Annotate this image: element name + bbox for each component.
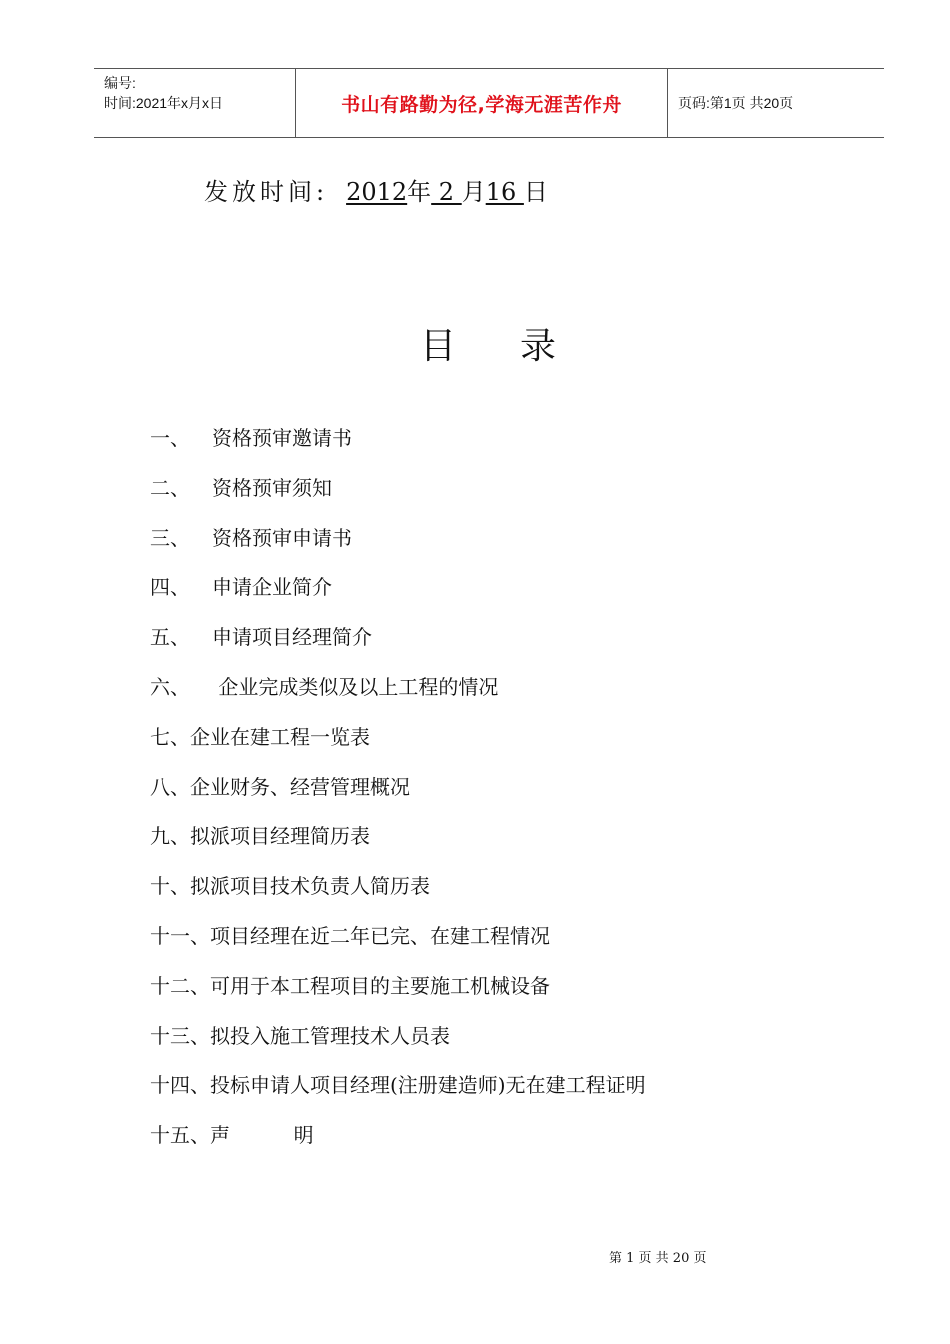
toc-item-text: 企业完成类似及以上工程的情况 bbox=[212, 674, 499, 699]
toc-item-number: 一、 bbox=[150, 426, 190, 450]
issue-date bbox=[204, 172, 548, 207]
toc-item-number: 八、 bbox=[150, 774, 190, 799]
toc-item-number: 十、 bbox=[150, 874, 190, 899]
toc-item-number: 九、 bbox=[150, 824, 190, 849]
header-motto-cell bbox=[295, 69, 668, 137]
toc-item-text: 可用于本工程项目的主要施工机械设备 bbox=[210, 973, 550, 998]
toc-item-text: 拟投入施工管理技术人员表 bbox=[210, 1023, 450, 1048]
toc-item-text: 企业在建工程一览表 bbox=[190, 724, 370, 749]
footer-page-text: 第 1 页 共 20 页 bbox=[609, 1251, 707, 1266]
toc-item-number: 十一、 bbox=[150, 923, 210, 948]
issue-year: 2012 bbox=[346, 178, 408, 206]
toc-item bbox=[150, 868, 646, 918]
toc-title-char-1: 目 bbox=[420, 326, 457, 367]
toc-item bbox=[150, 669, 646, 719]
toc-item-text: 申请项目经理简介 bbox=[212, 625, 372, 650]
toc-item-text: 声 明 bbox=[210, 1123, 314, 1148]
toc-item bbox=[150, 520, 646, 570]
toc-item-number: 四、 bbox=[150, 575, 190, 600]
toc-item-number: 十三、 bbox=[150, 1023, 210, 1048]
toc-item-text: 企业财务、经营管理概况 bbox=[190, 774, 410, 799]
serial-label: 编号: bbox=[104, 75, 136, 91]
toc-item-number: 五、 bbox=[150, 625, 190, 650]
toc-item-text: 投标申请人项目经理(注册建造师)无在建工程证明 bbox=[210, 1073, 646, 1098]
toc-item bbox=[150, 769, 646, 819]
toc-item bbox=[150, 918, 646, 968]
toc-item-number: 六、 bbox=[150, 674, 190, 699]
toc-item-text: 资格预审申请书 bbox=[212, 525, 352, 550]
toc-item-text: 拟派项目技术负责人简历表 bbox=[190, 874, 430, 899]
toc-item bbox=[150, 420, 646, 470]
toc-item-number: 十五、 bbox=[150, 1123, 210, 1148]
toc-item bbox=[150, 619, 646, 669]
toc-item bbox=[150, 569, 646, 619]
toc-list bbox=[150, 420, 646, 1167]
toc-item bbox=[150, 968, 646, 1018]
page-header bbox=[94, 68, 884, 138]
toc-title-char-2: 录 bbox=[520, 326, 557, 367]
issue-year-unit: 年 bbox=[407, 178, 432, 206]
header-page-cell bbox=[668, 69, 884, 137]
issue-month: 2 bbox=[431, 178, 462, 206]
toc-item-text: 资格预审须知 bbox=[212, 475, 332, 500]
toc-item-number: 二、 bbox=[150, 475, 190, 500]
motto-text: 书山有路勤为径,学海无涯苦作舟 bbox=[341, 93, 622, 116]
issue-day: 16 bbox=[485, 178, 524, 206]
header-left-cell bbox=[94, 69, 295, 137]
toc-item-text: 拟派项目经理简历表 bbox=[190, 824, 370, 849]
toc-item bbox=[150, 1018, 646, 1068]
toc-item bbox=[150, 1117, 646, 1167]
toc-item-text: 项目经理在近二年已完、在建工程情况 bbox=[210, 923, 550, 948]
toc-item-text: 申请企业简介 bbox=[212, 575, 332, 600]
toc-item-number: 十二、 bbox=[150, 973, 210, 998]
issue-day-unit: 日 bbox=[523, 178, 548, 206]
toc-item bbox=[150, 818, 646, 868]
toc-title bbox=[420, 318, 556, 369]
toc-item-text: 资格预审邀请书 bbox=[212, 426, 352, 450]
issue-date-label: 发放时间: bbox=[204, 178, 329, 206]
toc-item-number: 七、 bbox=[150, 724, 190, 749]
toc-item-number: 十四、 bbox=[150, 1073, 210, 1098]
page-footer bbox=[609, 1247, 710, 1266]
toc-item-number: 三、 bbox=[150, 525, 190, 550]
time-label: 时间:2021年x月x日 bbox=[104, 95, 224, 111]
issue-month-unit: 月 bbox=[461, 178, 486, 206]
page-number-label: 页码:第1页 共20页 bbox=[678, 95, 794, 111]
toc-item bbox=[150, 470, 646, 520]
toc-item bbox=[150, 1067, 646, 1117]
toc-item bbox=[150, 719, 646, 769]
